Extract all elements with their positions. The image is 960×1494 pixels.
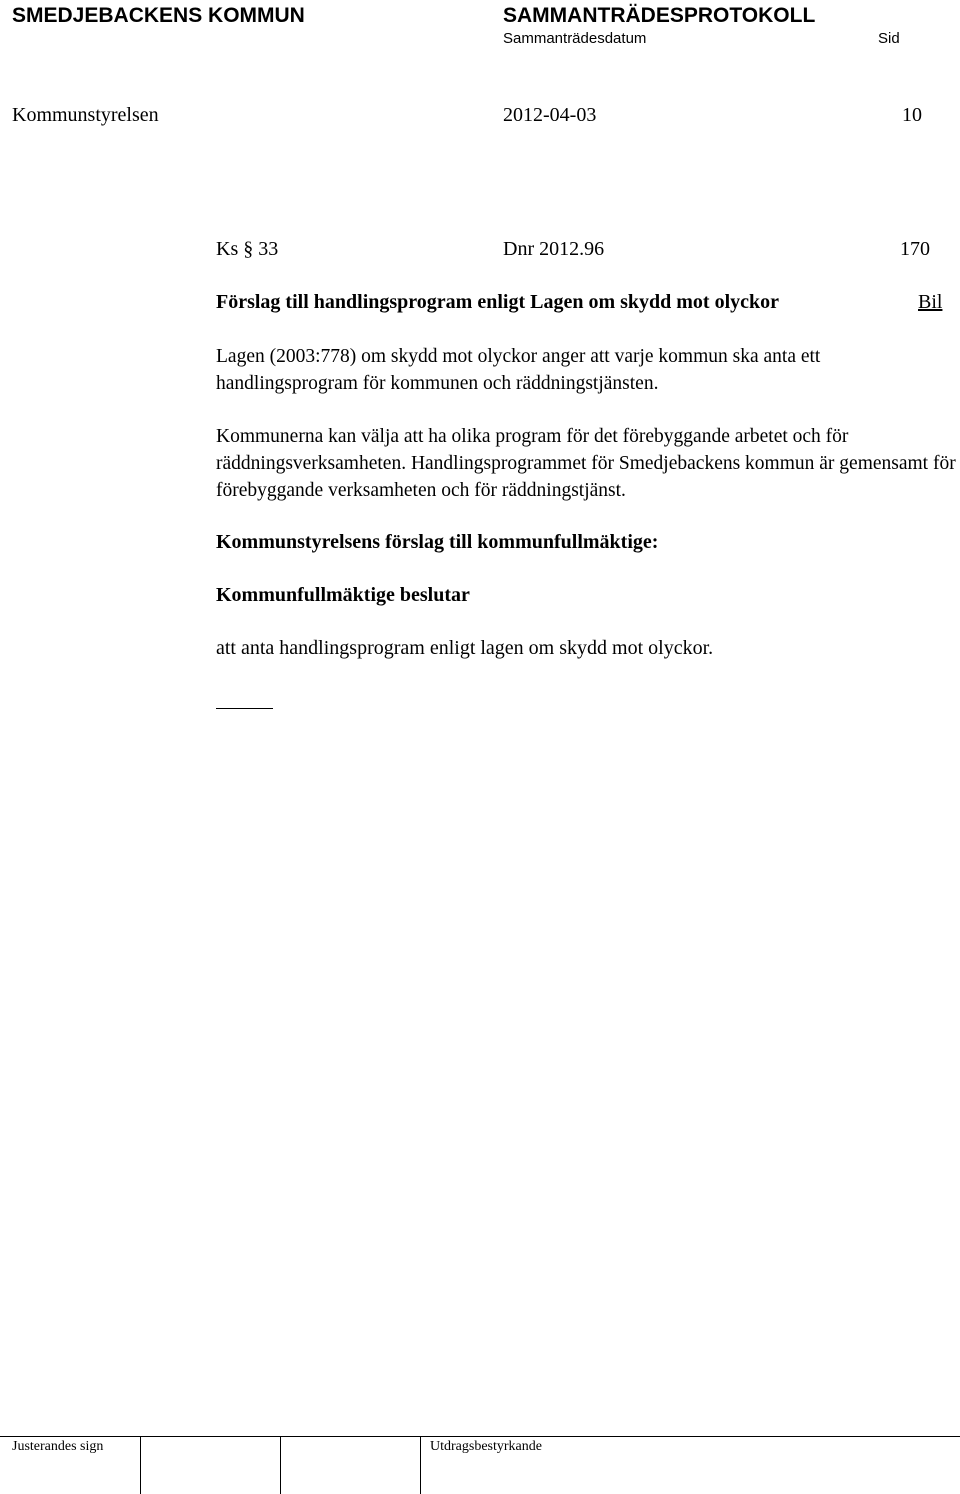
decision-heading: Kommunfullmäktige beslutar — [216, 584, 470, 606]
footer-divider — [140, 1436, 141, 1494]
footer-divider — [420, 1436, 421, 1494]
case-title: Förslag till handlingsprogram enligt Lagen om skydd mot olyckor — [216, 291, 780, 313]
footer-divider — [280, 1436, 281, 1494]
footer-top-rule — [0, 1436, 960, 1437]
document-type: SAMMANTRÄDESPROTOKOLL — [503, 4, 816, 27]
attachment-link[interactable]: Bil — [918, 291, 943, 313]
case-paragraph: Ks § 33 — [216, 238, 279, 260]
extract-label: Utdragsbestyrkande — [430, 1439, 542, 1454]
page-number: 10 — [902, 104, 922, 126]
case-number: 170 — [900, 238, 930, 260]
decision-text: att anta handlingsprogram enligt lagen om skydd mot olyckor. — [216, 637, 714, 659]
proposal-heading: Kommunstyrelsens förslag till kommunfullmäktige: — [216, 531, 659, 553]
sign-label: Justerandes sign — [12, 1439, 104, 1454]
end-rule — [216, 708, 273, 709]
meeting-date: 2012-04-03 — [503, 104, 597, 126]
case-dnr: Dnr 2012.96 — [503, 238, 605, 260]
page-label: Sid — [878, 30, 900, 47]
committee-name: Kommunstyrelsen — [12, 104, 159, 126]
date-label: Sammanträdesdatum — [503, 30, 647, 47]
paragraph-law: Lagen (2003:778) om skydd mot olyckor anger att varje kommun ska anta ett handlingsprogram för kommunen och räddningstjänsten. — [216, 346, 821, 394]
paragraph-programs: Kommunerna kan välja att ha olika program för det förebyggande arbetet och för räddningsverksamheten. Handlingsprogrammet för Smedjebackens kommun är gemensamt för förebyggande verksamheten och för räddningstjänst. — [216, 426, 956, 501]
org-name: SMEDJEBACKENS KOMMUN — [12, 4, 305, 27]
